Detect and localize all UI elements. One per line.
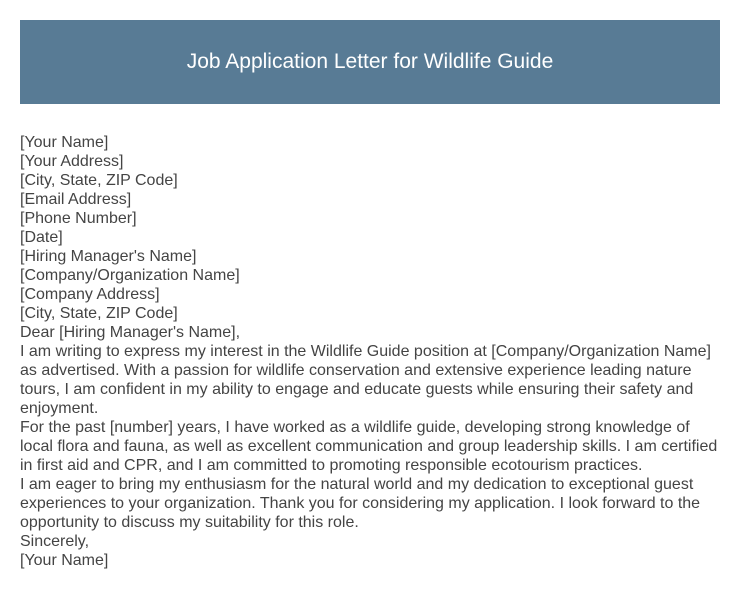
salutation: Dear [Hiring Manager's Name],: [20, 324, 241, 341]
paragraph-line: I am writing to express my interest in the Wildlife Guide position at [Company/Organization Name]: [20, 343, 711, 360]
signature: [Your Name]: [20, 552, 109, 569]
letter-header: [20, 20, 720, 104]
paragraph-line: I am eager to bring my enthusiasm for the natural world and my dedication to exceptional guest: [20, 476, 694, 493]
sender-name: [Your Name]: [20, 134, 109, 151]
paragraph-line: local flora and fauna, as well as excellent communication and group leadership skills. I am certified: [20, 438, 718, 455]
recipient-company-name: [Company/Organization Name]: [20, 267, 240, 284]
paragraph-line: as advertised. With a passion for wildlife conservation and extensive experience leading nature: [20, 362, 692, 379]
paragraph-experience: [20, 418, 720, 475]
sender-phone: [Phone Number]: [20, 210, 137, 227]
paragraph-line: For the past [number] years, I have worked as a wildlife guide, developing strong knowledge of: [20, 419, 690, 436]
paragraph-line: opportunity to discuss my suitability for this role.: [20, 514, 359, 531]
paragraph-line: experiences to your organization. Thank you for considering my application. I look forward to the: [20, 495, 701, 512]
recipient-city-state-zip: [City, State, ZIP Code]: [20, 305, 178, 322]
recipient-company-address: [Company Address]: [20, 286, 160, 303]
recipient-block: [20, 247, 720, 323]
recipient-hiring-manager: [Hiring Manager's Name]: [20, 248, 197, 265]
page-title: Job Application Letter for Wildlife Guide: [186, 50, 554, 73]
paragraph-line: tours, I am confident in my ability to engage and educate guests while ensuring their safety and: [20, 381, 694, 398]
sender-block: [20, 133, 720, 247]
paragraph-line: in first aid and CPR, and I am committed to promoting responsible ecotourism practices.: [20, 457, 643, 474]
sender-address: [Your Address]: [20, 153, 124, 170]
paragraph-closing: [20, 475, 720, 532]
sender-city-state-zip: [City, State, ZIP Code]: [20, 172, 178, 189]
sender-email: [Email Address]: [20, 191, 132, 208]
closing: Sincerely,: [20, 533, 90, 550]
letter-date: [Date]: [20, 229, 63, 246]
paragraph-interest: [20, 342, 720, 418]
paragraph-line: enjoyment.: [20, 400, 99, 417]
letter-body: [20, 133, 720, 570]
